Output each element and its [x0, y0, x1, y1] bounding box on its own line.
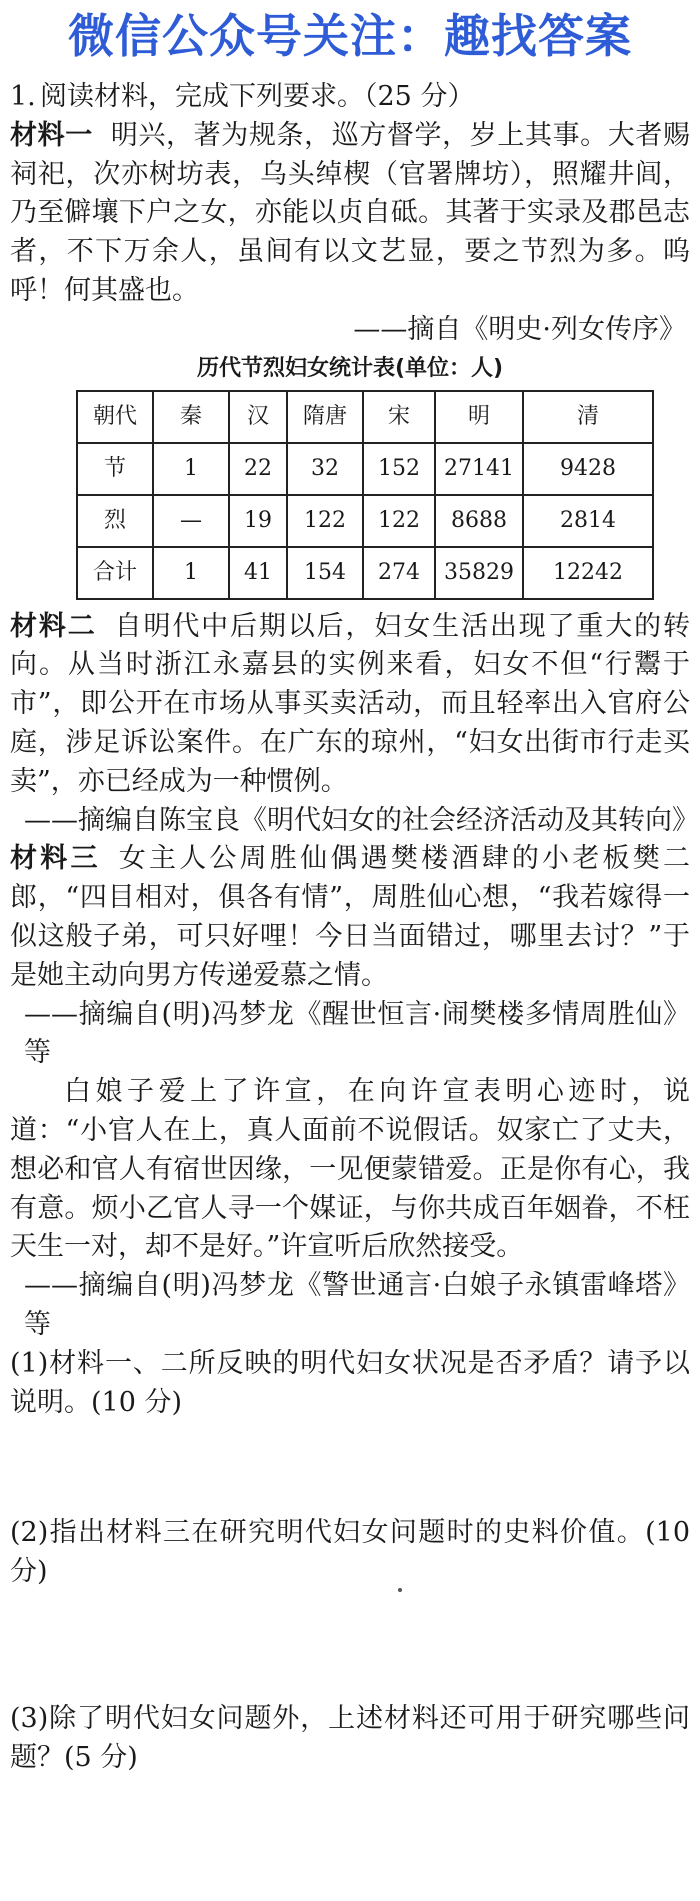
statistics-table — [76, 390, 654, 600]
material-one — [10, 117, 690, 311]
table-cell: 122 — [287, 495, 363, 547]
table-cell: 122 — [363, 495, 435, 547]
material-three-label: 材料三 — [10, 843, 101, 875]
material-three-source-one: ——摘编自(明)冯梦龙《醒世恒言·闹樊楼多情周胜仙》等 — [24, 998, 690, 1069]
material-two-label: 材料二 — [10, 610, 97, 642]
stray-mark — [398, 1588, 402, 1592]
table-row — [77, 443, 653, 495]
table-cell: 32 — [287, 443, 363, 495]
sub-question-1: (1)材料一、二所反映的明代妇女状况是否矛盾？请予以说明。(10 分) — [10, 1347, 690, 1418]
table-cell: 22 — [229, 443, 287, 495]
answer-space-2 — [10, 1592, 690, 1700]
table-header-cell: 朝代 — [77, 391, 153, 443]
table-header-cell: 秦 — [153, 391, 229, 443]
table-header-row — [77, 391, 653, 443]
material-one-label: 材料一 — [10, 119, 93, 151]
table-cell: 35829 — [435, 547, 523, 599]
material-two — [10, 608, 690, 802]
table-row — [77, 495, 653, 547]
sub-question-2: (2)指出材料三在研究明代妇女问题时的史料价值。(10 分) — [10, 1517, 690, 1588]
table-cell: 27141 — [435, 443, 523, 495]
table-header-cell: 明 — [435, 391, 523, 443]
table-cell: 烈 — [77, 495, 153, 547]
table-cell: 8688 — [435, 495, 523, 547]
question-number: 1. — [10, 81, 36, 112]
table-row — [77, 547, 653, 599]
watermark-banner: 微信公众号关注：趣找答案 — [68, 9, 632, 63]
table-header-cell: 宋 — [363, 391, 435, 443]
table-cell: 12242 — [523, 547, 653, 599]
table-cell: 1 — [153, 547, 229, 599]
table-cell: 1 — [153, 443, 229, 495]
question-prompt: 阅读材料，完成下列要求。（25 分） — [40, 81, 475, 112]
material-three-text-one: 女主人公周胜仙偶遇樊楼酒肆的小老板樊二郎，“四目相对，俱各有情”，周胜仙心想，“我若嫁得一似这般子弟，可只好哩！今日当面错过，哪里去讨？”于是她主动向男方传递爱慕之情。 — [10, 843, 691, 991]
table-cell: 154 — [287, 547, 363, 599]
table-cell: 2814 — [523, 495, 653, 547]
table-cell: 合计 — [77, 547, 153, 599]
material-one-text: 明兴，著为规条，巡方督学，岁上其事。大者赐祠祀，次亦树坊表，乌头绰楔（官署牌坊），照耀井闾，乃至僻壤下户之女，亦能以贞自砥。其著于实录及郡邑志者，不下万余人，虽间有以文艺显，要之节烈为多。呜呼！何其盛也。 — [10, 119, 691, 306]
table-title: 历代节烈妇女统计表(单位：人) — [196, 355, 504, 381]
table-cell: 9428 — [523, 443, 653, 495]
material-three-source-two: ——摘编自(明)冯梦龙《警世通言·白娘子永镇雷峰塔》等 — [24, 1270, 690, 1340]
table-cell: 152 — [363, 443, 435, 495]
sub-question-3: (3)除了明代妇女问题外，上述材料还可用于研究哪些问题？(5 分) — [10, 1702, 690, 1773]
question-heading — [10, 78, 690, 117]
material-two-source: ——摘编自陈宝良《明代妇女的社会经济活动及其转向》 — [24, 804, 699, 836]
table-cell: 19 — [229, 495, 287, 547]
table-cell: — — [153, 495, 229, 547]
material-two-text: 自明代中后期以后，妇女生活出现了重大的转向。从当时浙江永嘉县的实例来看，妇女不但“行鬻于市”，即公开在市场从事买卖活动，而且轻率出入官府公庭，涉足诉讼案件。在广东的琼州，“妇女出街市行走买卖”，亦已经成为一种惯例。 — [10, 610, 691, 797]
table-header-cell: 隋唐 — [287, 391, 363, 443]
material-three — [10, 840, 690, 995]
table-cell: 节 — [77, 443, 153, 495]
exam-page — [10, 78, 699, 1778]
material-three-text-two: 白娘子爱上了许宣，在向许宣表明心迹时，说道：“小官人在上，真人面前不说假话。奴家亡了丈夫，想必和官人有宿世因缘，一见便蒙错爱。正是你有心，我有意。烦小乙官人寻一个媒证，与你共成百年姻眷，不枉天生一对，却不是好。”许宣听后欣然接受。 — [10, 1076, 690, 1263]
table-header-cell: 清 — [523, 391, 653, 443]
answer-space-1 — [10, 1422, 690, 1514]
table-cell: 41 — [229, 547, 287, 599]
table-cell: 274 — [363, 547, 435, 599]
material-one-source: ——摘自《明史·列女传序》 — [353, 313, 686, 345]
table-header-cell: 汉 — [229, 391, 287, 443]
